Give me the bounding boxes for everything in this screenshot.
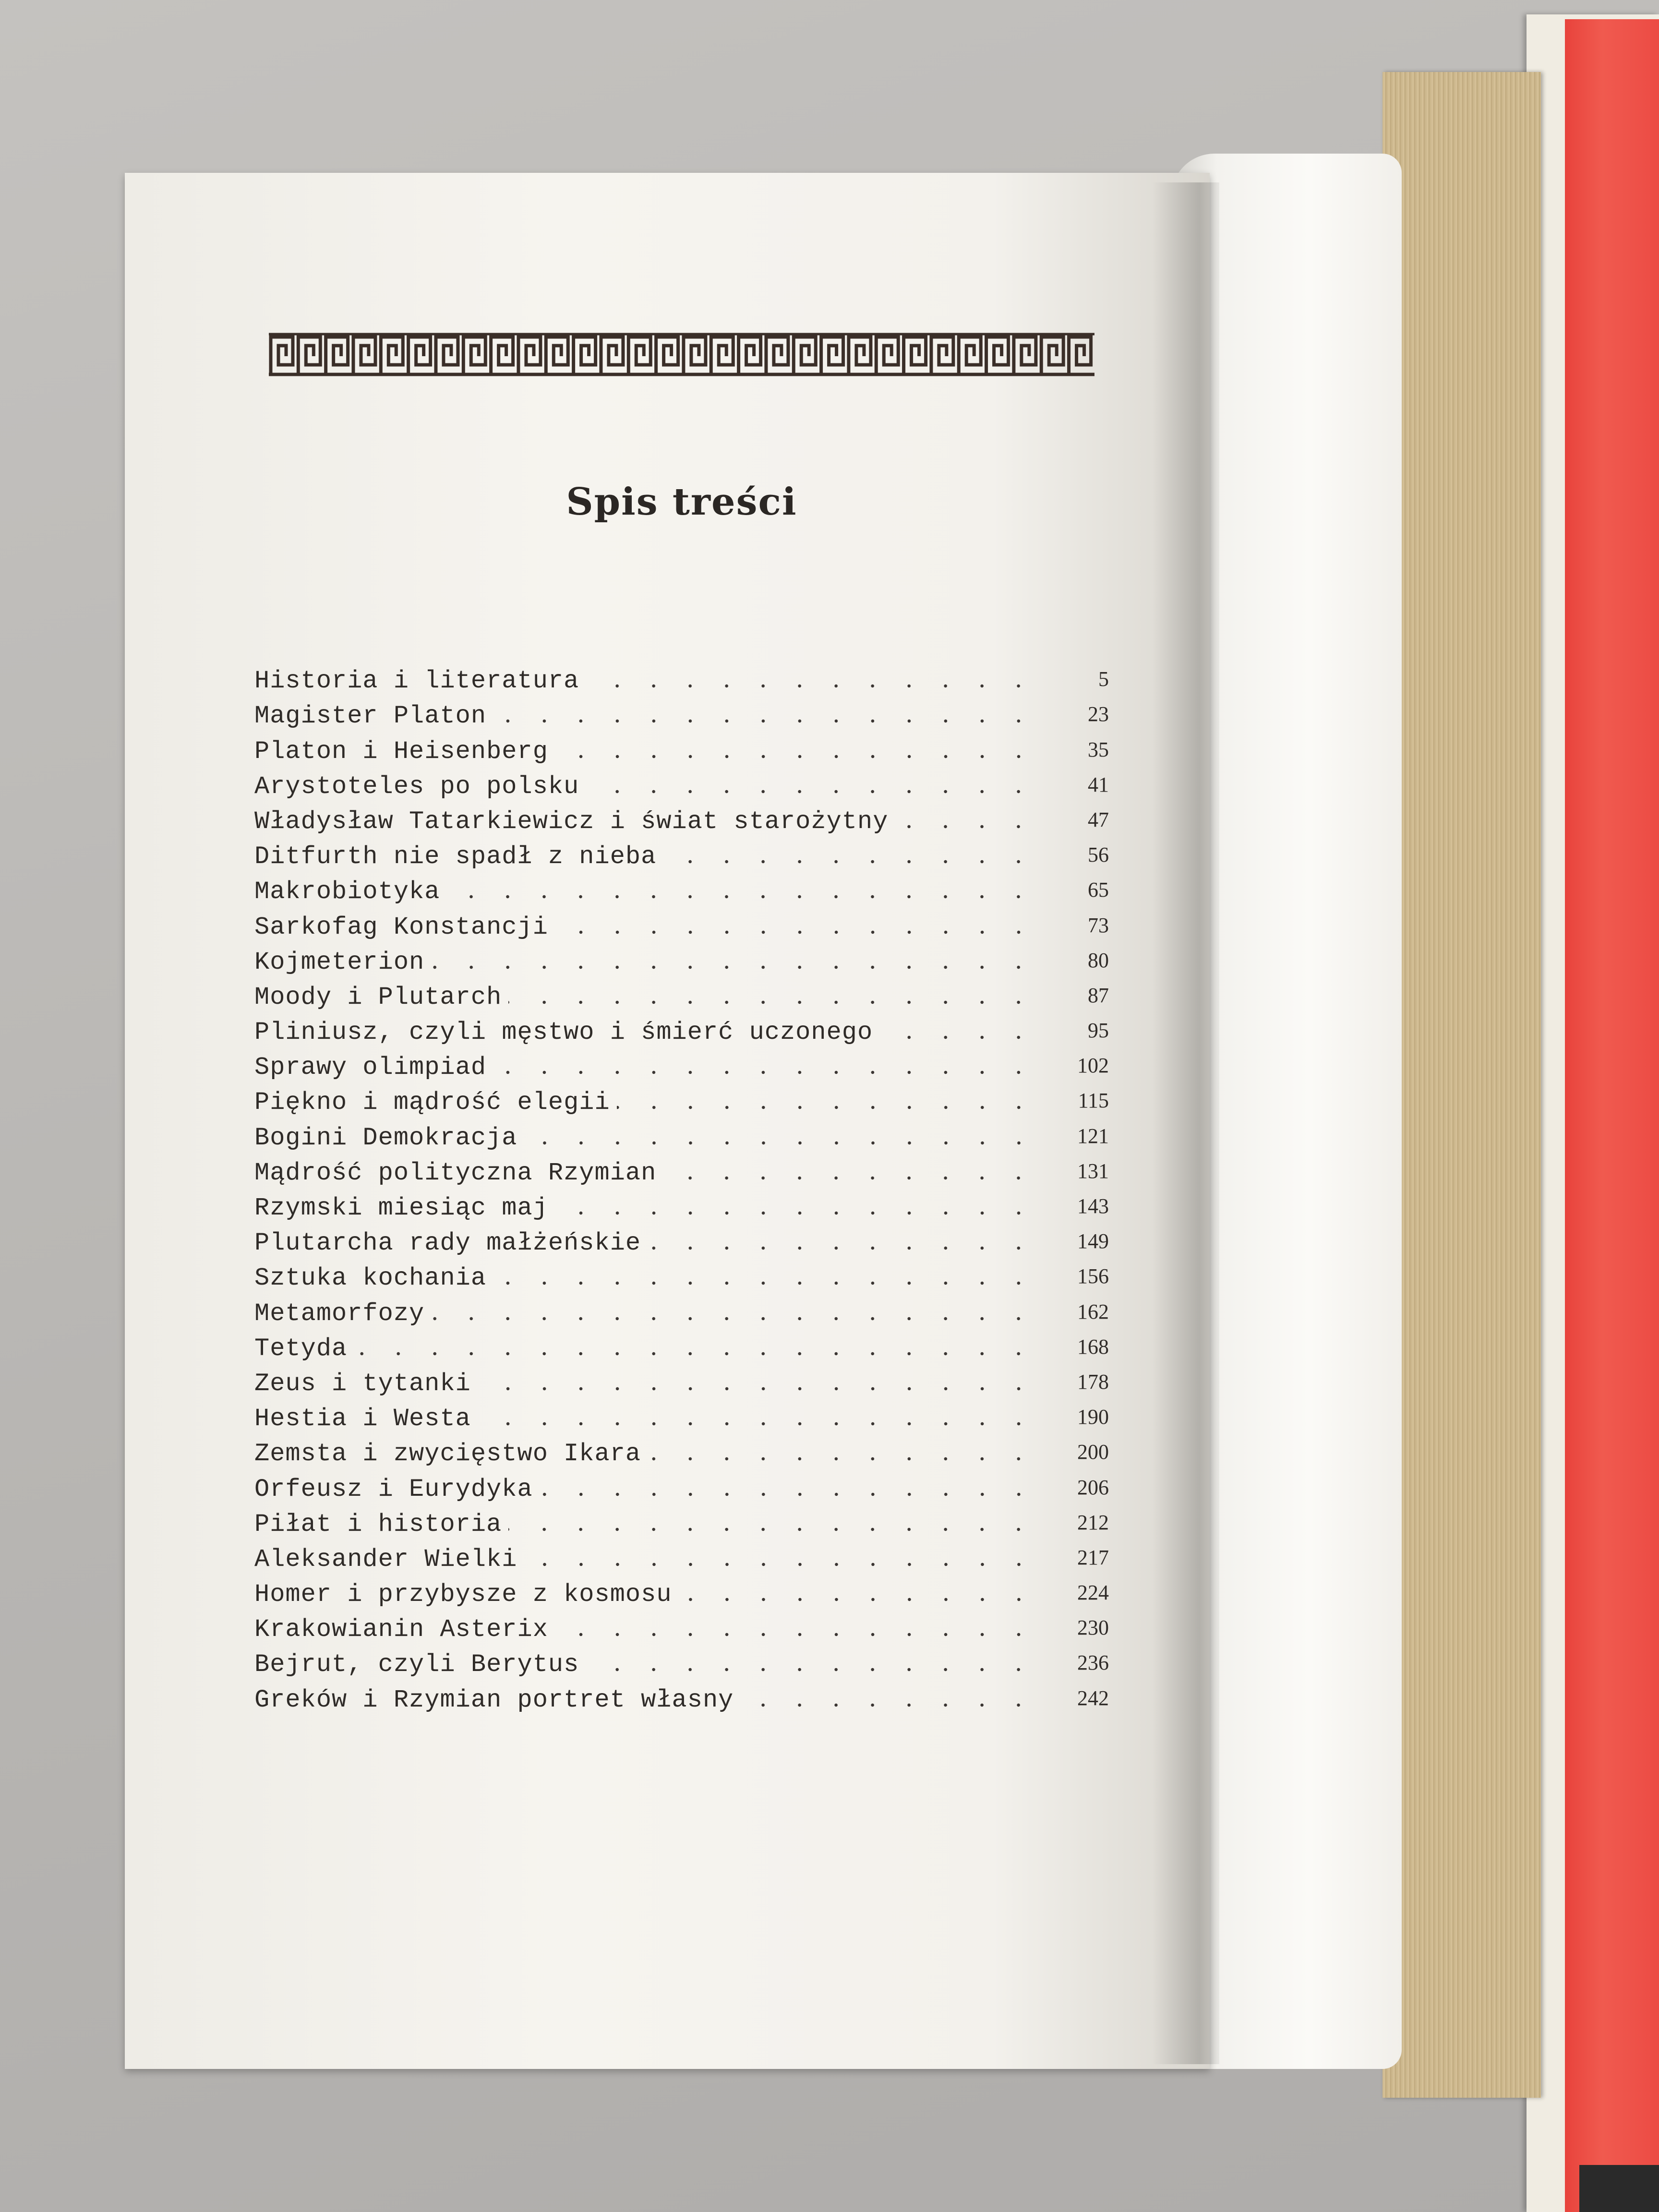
toc-dot-leader bbox=[663, 1157, 1037, 1182]
toc-dot-leader bbox=[555, 912, 1037, 937]
toc-entry bbox=[254, 1503, 1109, 1539]
toc-entry-page-number: 236 bbox=[1077, 1651, 1109, 1675]
toc-dot-leader bbox=[431, 1298, 1037, 1323]
toc-entry bbox=[254, 1011, 1109, 1046]
toc-dot-leader bbox=[508, 982, 1037, 1007]
toc-dot-leader bbox=[431, 947, 1037, 972]
toc-entry-page-number: 47 bbox=[1088, 807, 1109, 831]
toc-entry-title: Zeus i tytanki bbox=[254, 1369, 471, 1398]
toc-dot-leader bbox=[354, 1333, 1037, 1358]
toc-entry-page-number: 156 bbox=[1077, 1264, 1109, 1288]
toc-entry bbox=[254, 766, 1109, 801]
toc-entry-page-number: 162 bbox=[1077, 1299, 1109, 1323]
toc-dot-leader bbox=[586, 665, 1037, 690]
toc-entry-title: Sztuka kochania bbox=[254, 1264, 487, 1293]
toc-entry-title: Zemsta i zwycięstwo Ikara bbox=[254, 1440, 641, 1468]
toc-entry-page-number: 200 bbox=[1077, 1440, 1109, 1464]
toc-entry-title: Moody i Plutarch bbox=[254, 983, 502, 1011]
toc-entry bbox=[254, 1117, 1109, 1152]
toc-entry-title: Hestia i Westa bbox=[254, 1405, 471, 1433]
toc-dot-leader bbox=[555, 1614, 1037, 1639]
toc-entry-page-number: 212 bbox=[1077, 1510, 1109, 1534]
toc-entry-page-number: 73 bbox=[1088, 913, 1109, 937]
toc-entry bbox=[254, 1609, 1109, 1644]
greek-key-border bbox=[269, 331, 1094, 377]
toc-entry-title: Sarkofag Konstancji bbox=[254, 913, 548, 941]
toc-entry-title: Homer i przybysze z kosmosu bbox=[254, 1580, 672, 1609]
toc-entry-title: Orfeusz i Eurydyka bbox=[254, 1475, 533, 1503]
toc-entry-title: Greków i Rzymian portret własny bbox=[254, 1685, 734, 1714]
toc-dot-leader bbox=[648, 1438, 1037, 1463]
toc-entry-title: Kojmeterion bbox=[254, 948, 425, 976]
toc-entry-page-number: 217 bbox=[1077, 1545, 1109, 1569]
toc-entry-title: Tetyda bbox=[254, 1334, 348, 1363]
toc-entry bbox=[254, 871, 1109, 906]
toc-entry bbox=[254, 1468, 1109, 1503]
toc-dot-leader bbox=[895, 806, 1037, 831]
toc-dot-leader bbox=[508, 1509, 1037, 1534]
toc-entry bbox=[254, 730, 1109, 765]
toc-entry-page-number: 56 bbox=[1088, 843, 1109, 867]
toc-dot-leader bbox=[478, 1368, 1037, 1393]
toc-entry bbox=[254, 1398, 1109, 1433]
toc-entry-page-number: 115 bbox=[1078, 1089, 1109, 1113]
toc-entry-page-number: 190 bbox=[1077, 1405, 1109, 1429]
toc-dot-leader bbox=[493, 700, 1037, 725]
toc-dot-leader bbox=[617, 1087, 1037, 1112]
toc-entry bbox=[254, 1187, 1109, 1222]
toc-dot-leader bbox=[493, 1262, 1037, 1287]
toc-entry-title: Krakowianin Asterix bbox=[254, 1615, 548, 1644]
toc-entry-title: Mądrość polityczna Rzymian bbox=[254, 1158, 657, 1187]
toc-entry-page-number: 143 bbox=[1077, 1194, 1109, 1218]
toc-dot-leader bbox=[446, 876, 1037, 901]
toc-entry-title: Platon i Heisenberg bbox=[254, 737, 548, 766]
toc-dot-leader bbox=[679, 1579, 1037, 1604]
toc-entry-page-number: 121 bbox=[1077, 1124, 1109, 1148]
toc-entry-title: Sprawy olimpiad bbox=[254, 1053, 487, 1082]
toc-entry bbox=[254, 1152, 1109, 1187]
toc-entry bbox=[254, 1574, 1109, 1609]
toc-entry-title: Piękno i mądrość elegii bbox=[254, 1088, 610, 1117]
toc-entry-page-number: 224 bbox=[1077, 1581, 1109, 1605]
toc-entry-page-number: 230 bbox=[1077, 1616, 1109, 1640]
toc-entry-title: Bejrut, czyli Berytus bbox=[254, 1650, 579, 1679]
toc-entry bbox=[254, 1679, 1109, 1714]
toc-entry bbox=[254, 976, 1109, 1011]
toc-entry-page-number: 35 bbox=[1088, 737, 1109, 761]
cover-bottom-band bbox=[1579, 2165, 1659, 2212]
toc-entry-page-number: 178 bbox=[1077, 1370, 1109, 1394]
toc-entry-page-number: 23 bbox=[1088, 702, 1109, 726]
toc-entry-title: Ditfurth nie spadł z nieba bbox=[254, 842, 657, 871]
toc-entry-page-number: 102 bbox=[1077, 1054, 1109, 1078]
toc-entry bbox=[254, 1222, 1109, 1257]
toc-entry-page-number: 168 bbox=[1077, 1334, 1109, 1358]
toc-entry bbox=[254, 1539, 1109, 1574]
toc-entry bbox=[254, 906, 1109, 941]
toc-entry-page-number: 65 bbox=[1088, 878, 1109, 902]
toc-entry-title: Magister Platon bbox=[254, 702, 487, 731]
toc-entry-page-number: 87 bbox=[1088, 983, 1109, 1007]
page-block-edge bbox=[1382, 72, 1541, 2098]
toc-dot-leader bbox=[493, 1052, 1037, 1077]
toc-entry-page-number: 5 bbox=[1098, 667, 1109, 691]
toc-entry-title: Plutarcha rady małżeńskie bbox=[254, 1229, 641, 1258]
toc-dot-leader bbox=[478, 1403, 1037, 1428]
toc-entry bbox=[254, 941, 1109, 976]
toc-entry bbox=[254, 1257, 1109, 1292]
toc-entry-title: Arystoteles po polsku bbox=[254, 772, 579, 801]
toc-entry-page-number: 80 bbox=[1088, 948, 1109, 972]
page-title: Spis treści bbox=[566, 480, 797, 524]
toc-entry-title: Władysław Tatarkiewicz i świat starożytny bbox=[254, 807, 889, 836]
toc-entry bbox=[254, 695, 1109, 730]
toc-dot-leader bbox=[663, 841, 1037, 866]
toc-entry-page-number: 206 bbox=[1077, 1475, 1109, 1499]
toc-entry-title: Aleksander Wielki bbox=[254, 1545, 517, 1574]
toc-entry bbox=[254, 1363, 1109, 1398]
toc-dot-leader bbox=[555, 736, 1037, 761]
toc-entry bbox=[254, 1433, 1109, 1468]
toc-entry-page-number: 242 bbox=[1077, 1686, 1109, 1710]
toc-entry-page-number: 95 bbox=[1088, 1019, 1109, 1043]
toc-entry-title: Metamorfozy bbox=[254, 1299, 425, 1328]
toc-entry bbox=[254, 660, 1109, 695]
toc-entry-title: Makrobiotyka bbox=[254, 878, 440, 906]
toc-dot-leader bbox=[555, 1192, 1037, 1217]
toc-entry-title: Bogini Demokracja bbox=[254, 1123, 517, 1152]
toc-entry-title: Historia i literatura bbox=[254, 667, 579, 696]
toc-entry bbox=[254, 1082, 1109, 1117]
toc-entry bbox=[254, 1644, 1109, 1679]
toc-dot-leader bbox=[879, 1017, 1037, 1042]
toc-entry bbox=[254, 1328, 1109, 1363]
toc-entry bbox=[254, 801, 1109, 836]
book-cover-red bbox=[1565, 19, 1659, 2212]
toc-dot-leader bbox=[648, 1227, 1037, 1252]
toc-entry bbox=[254, 1046, 1109, 1082]
toc-dot-leader bbox=[740, 1684, 1037, 1709]
toc-entry-title: Piłat i historia bbox=[254, 1510, 502, 1539]
table-of-contents bbox=[254, 660, 1109, 1714]
toc-dot-leader bbox=[524, 1122, 1037, 1147]
toc-entry bbox=[254, 1292, 1109, 1327]
toc-entry-page-number: 149 bbox=[1077, 1229, 1109, 1253]
toc-entry-title: Pliniusz, czyli męstwo i śmierć uczonego bbox=[254, 1018, 873, 1047]
toc-entry-page-number: 41 bbox=[1088, 772, 1109, 796]
toc-entry bbox=[254, 836, 1109, 871]
book-gutter bbox=[1152, 182, 1219, 2064]
toc-dot-leader bbox=[524, 1544, 1037, 1569]
toc-dot-leader bbox=[586, 771, 1037, 796]
toc-entry-page-number: 131 bbox=[1077, 1159, 1109, 1183]
toc-dot-leader bbox=[586, 1649, 1037, 1674]
toc-entry-title: Rzymski miesiąc maj bbox=[254, 1194, 548, 1222]
toc-dot-leader bbox=[540, 1474, 1037, 1499]
